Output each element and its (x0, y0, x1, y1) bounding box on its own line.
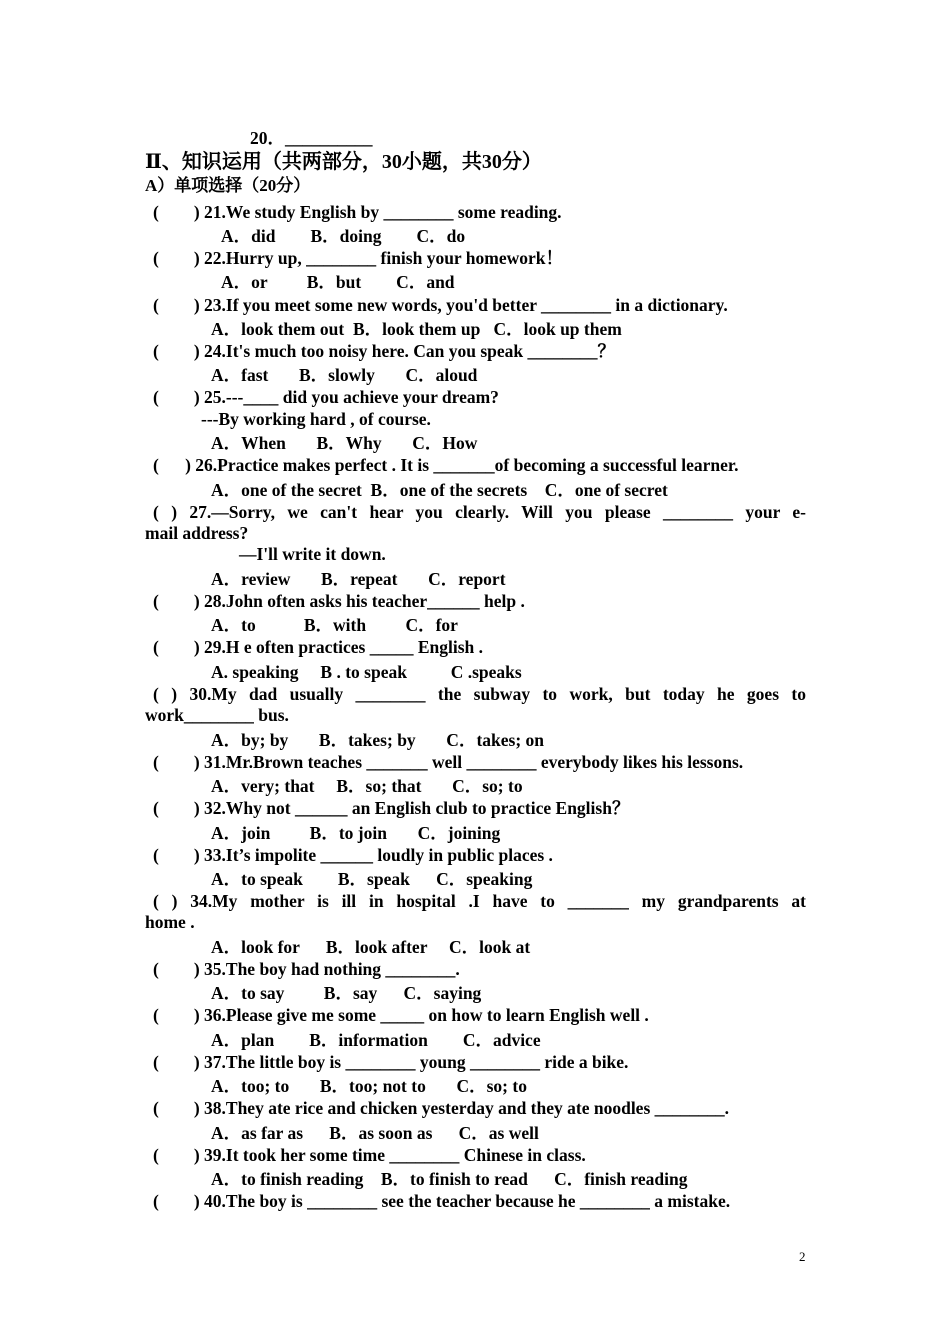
subsection-heading: A）单项选择（20分） (145, 176, 311, 195)
question-39-options[interactable]: A．to finish reading B．to finish to read C．finish reading (211, 1169, 688, 1189)
question-27-reply: —I'll write it down. (239, 544, 386, 564)
question-26-stem: ( ) 26.Practice makes perfect . It is _______of becoming a successful learner. (153, 455, 739, 475)
question-34-stem-continued: home . (145, 912, 195, 932)
question-22-options[interactable]: A．or B．but C．and (221, 272, 455, 292)
question-33-stem: ( ) 33.It’s impolite ______ loudly in public places . (153, 845, 553, 865)
question-21-stem: ( ) 21.We study English by ________ some reading. (153, 202, 562, 222)
question-27-options[interactable]: A．review B．repeat C．report (211, 569, 506, 589)
question-35-stem: ( ) 35.The boy had nothing ________. (153, 959, 460, 979)
question-24-stem: ( ) 24.It's much too noisy here. Can you speak ________？ (153, 341, 615, 361)
question-29-stem: ( ) 29.H e often practices _____ English . (153, 637, 484, 657)
page-number: 2 (799, 1249, 806, 1264)
question-31-stem: ( ) 31.Mr.Brown teaches _______ well ________ everybody likes his lessons. (153, 752, 744, 772)
question-30-options[interactable]: A．by; by B．takes; by C．takes; on (211, 730, 545, 750)
question-23-options[interactable]: A．look them out B．look them up C．look up them (211, 319, 622, 339)
question-23-stem: ( ) 23.If you meet some new words, you'd better ________ in a dictionary. (153, 295, 728, 315)
question-36-stem: ( ) 36.Please give me some _____ on how to learn English well . (153, 1005, 649, 1025)
question-29-options[interactable]: A. speaking B . to speak C .speaks (211, 662, 522, 682)
question-34-options[interactable]: A．look for B．look after C．look at (211, 937, 531, 957)
question-26-options[interactable]: A．one of the secret B．one of the secrets C．one of secret (211, 480, 668, 500)
question-25-options[interactable]: A．When B．Why C．How (211, 433, 478, 453)
question-35-options[interactable]: A．to say B．say C．saying (211, 983, 482, 1003)
question-30-stem-continued: work________ bus. (145, 705, 289, 725)
question-37-stem: ( ) 37.The little boy is ________ young ________ ride a bike. (153, 1052, 629, 1072)
question-38-options[interactable]: A．as far as B．as soon as C．as well (211, 1123, 539, 1143)
question-40-stem: ( ) 40.The boy is ________ see the teacher because he ________ a mistake. (153, 1191, 731, 1211)
question-25-answer-line: ---By working hard , of course. (201, 409, 431, 429)
question-22-stem: ( ) 22.Hurry up, ________ finish your homework！ (153, 248, 563, 268)
section-heading: Ⅱ、知识运用（共两部分，30小题，共30分） (145, 151, 542, 173)
question-27-stem-continued: mail address? (145, 523, 249, 543)
question-28-options[interactable]: A．to B．with C．for (211, 615, 458, 635)
question-36-options[interactable]: A．plan B．information C．advice (211, 1030, 541, 1050)
question-30-stem: ( ) 30.My dad usually ________ the subway to work, but today he goes to (153, 684, 806, 704)
question-38-stem: ( ) 38.They ate rice and chicken yesterday and they ate noodles ________. (153, 1098, 730, 1118)
question-25-stem: ( ) 25.---____ did you achieve your dream? (153, 387, 499, 407)
question-39-stem: ( ) 39.It took her some time ________ Chinese in class. (153, 1145, 586, 1165)
question-28-stem: ( ) 28.John often asks his teacher______ help . (153, 591, 525, 611)
answer-blank-20[interactable]: 20．__________ (250, 128, 373, 148)
question-24-options[interactable]: A．fast B．slowly C．aloud (211, 365, 478, 385)
question-33-options[interactable]: A．to speak B．speak C．speaking (211, 869, 533, 889)
question-37-options[interactable]: A．too; to B．too; not to C．so; to (211, 1076, 527, 1096)
question-21-options[interactable]: A．did B．doing C．do (221, 226, 466, 246)
question-34-stem: ( ) 34.My mother is ill in hospital .I have to _______ my grandparents at (153, 891, 806, 911)
question-27-stem: ( ) 27.—Sorry, we can't hear you clearly. Will you please ________ your e- (153, 502, 806, 522)
question-32-stem: ( ) 32.Why not ______ an English club to practice English？ (153, 798, 630, 818)
question-32-options[interactable]: A．join B．to join C．joining (211, 823, 501, 843)
question-31-options[interactable]: A．very; that B．so; that C．so; to (211, 776, 523, 796)
